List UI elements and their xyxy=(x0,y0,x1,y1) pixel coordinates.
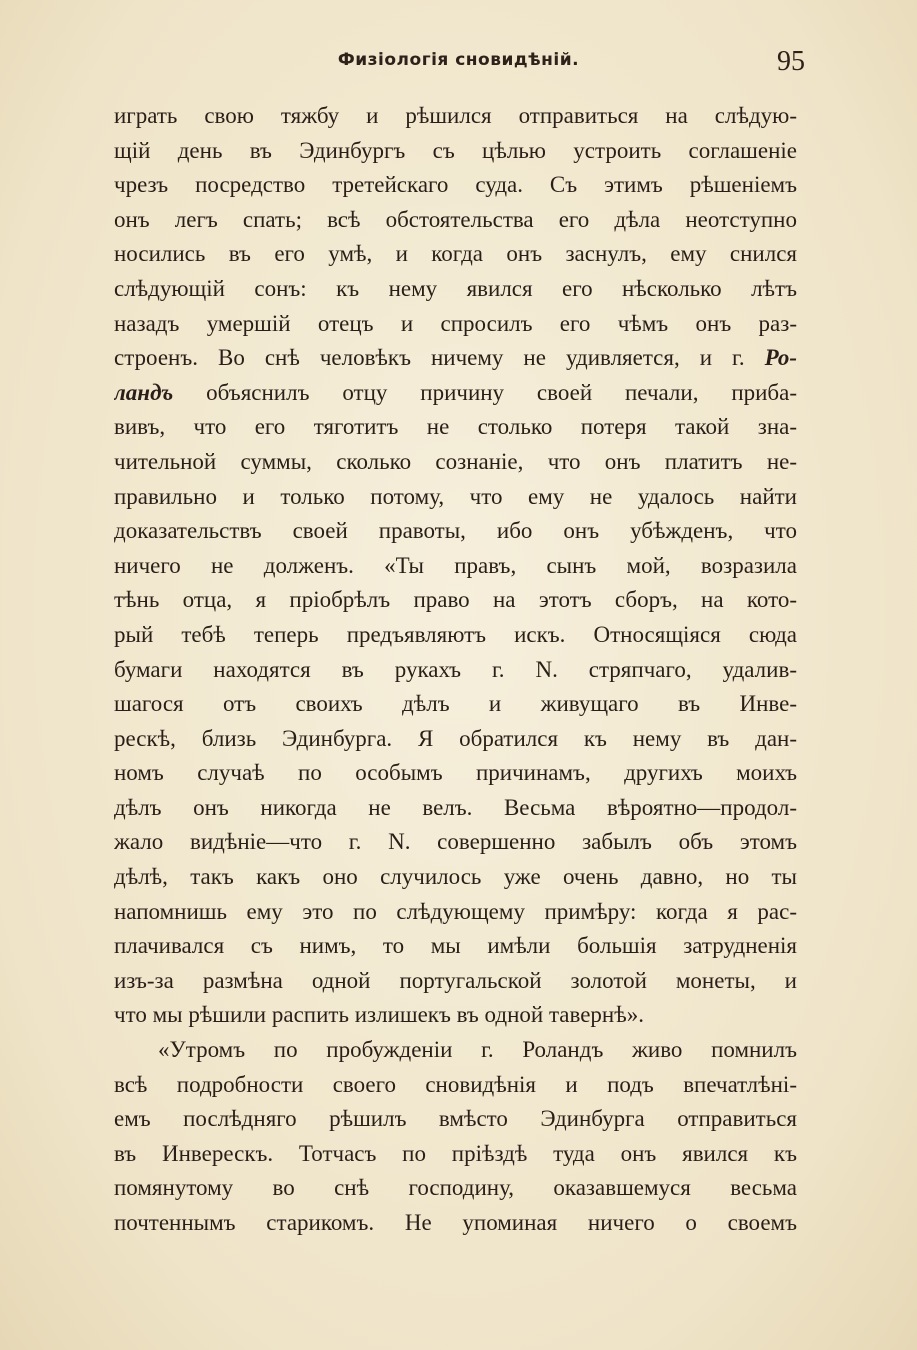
text-line: онъ легъ спать; всѣ обстоятельства его дѣла неотступно xyxy=(114,206,797,232)
running-title: Физіологія сновидѣній. xyxy=(337,50,580,70)
line-text: объяснилъ отцу причину своей печали, приба- xyxy=(206,379,797,405)
text-line: дѣлѣ, такъ какъ оно случилось уже очень давно, но ты xyxy=(114,864,797,890)
text-line: въ Инверескъ. Тотчасъ по пріѣздѣ туда онъ явился къ xyxy=(114,1140,797,1166)
text-line: назадъ умершій отецъ и спросилъ его чѣмъ онъ раз- xyxy=(114,310,797,336)
text-line: емъ послѣдняго рѣшилъ вмѣсто Эдинбурга отправиться xyxy=(114,1106,797,1132)
emphasized-name: Ро- xyxy=(764,345,797,371)
text-line: изъ-за размѣна одной португальской золотой монеты, и xyxy=(114,967,797,993)
text-line: бумаги находятся въ рукахъ г. N. стряпчаго, удалив- xyxy=(114,656,797,682)
text-line: правильно и только потому, что ему не удалось найти xyxy=(114,483,797,509)
text-line: что мы рѣшили распить излишекъ въ одной тавернѣ». xyxy=(114,1002,644,1028)
line-text: строенъ. Во снѣ человѣкъ ничему не удивляется, и г. xyxy=(114,345,745,371)
page-number: 95 xyxy=(777,46,805,77)
text-line: рескѣ, близь Эдинбурга. Я обратился къ нему въ дан- xyxy=(114,725,797,751)
text-line: тѣнь отца, я пріобрѣлъ право на этотъ сборъ, на кото- xyxy=(114,587,797,613)
text-line: плачивался съ нимъ, то мы имѣли большія затрудненія xyxy=(114,933,797,959)
emphasized-name: ландъ xyxy=(114,379,174,405)
text-line: всѣ подробности своего сновидѣнія и подъ впечатлѣні- xyxy=(114,1071,797,1097)
text-line: шагося отъ своихъ дѣлъ и живущаго въ Инве- xyxy=(114,691,797,717)
text-line: рый тебѣ теперь предъявляютъ искъ. Относящіяся сюда xyxy=(114,621,797,647)
text-line: ничего не долженъ. «Ты правъ, сынъ мой, возразила xyxy=(114,552,797,578)
text-line: помянутому во снѣ господину, оказавшемуся весьма xyxy=(114,1175,797,1201)
text-line: чительной суммы, сколько сознаніе, что онъ платитъ не- xyxy=(114,448,797,474)
text-line xyxy=(114,376,797,411)
text-line: щій день въ Эдинбургъ съ цѣлью устроить соглашеніе xyxy=(114,137,797,163)
text-line: почтеннымъ старикомъ. Не упоминая ничего о своемъ xyxy=(114,1210,797,1235)
text-line: «Утромъ по пробужденіи г. Роландъ живо помнилъ xyxy=(158,1037,797,1063)
text-line xyxy=(114,341,797,376)
text-line: вивъ, что его тяготитъ не столько потеря такой зна- xyxy=(114,414,797,440)
text-line: играть свою тяжбу и рѣшился отправиться на слѣдую- xyxy=(114,103,797,128)
text-line: чрезъ посредство третейскаго суда. Съ этимъ рѣшеніемъ xyxy=(114,172,797,198)
text-line: слѣдующій сонъ: къ нему явился его нѣсколько лѣтъ xyxy=(114,275,797,301)
body-text xyxy=(114,99,797,1241)
text-line: номъ случаѣ по особымъ причинамъ, другихъ моихъ xyxy=(114,760,797,786)
text-line: доказательствъ своей правоты, ибо онъ убѣжденъ, что xyxy=(114,518,797,544)
text-line: жало видѣніе—что г. N. совершенно забылъ объ этомъ xyxy=(114,829,797,855)
text-line: напомнишь ему это по слѣдующему примѣру: когда я рас- xyxy=(114,898,797,924)
text-line: дѣлъ онъ никогда не велъ. Весьма вѣроятно—продол- xyxy=(114,794,797,820)
text-line: носились въ его умѣ, и когда онъ заснулъ, ему снился xyxy=(114,241,797,267)
